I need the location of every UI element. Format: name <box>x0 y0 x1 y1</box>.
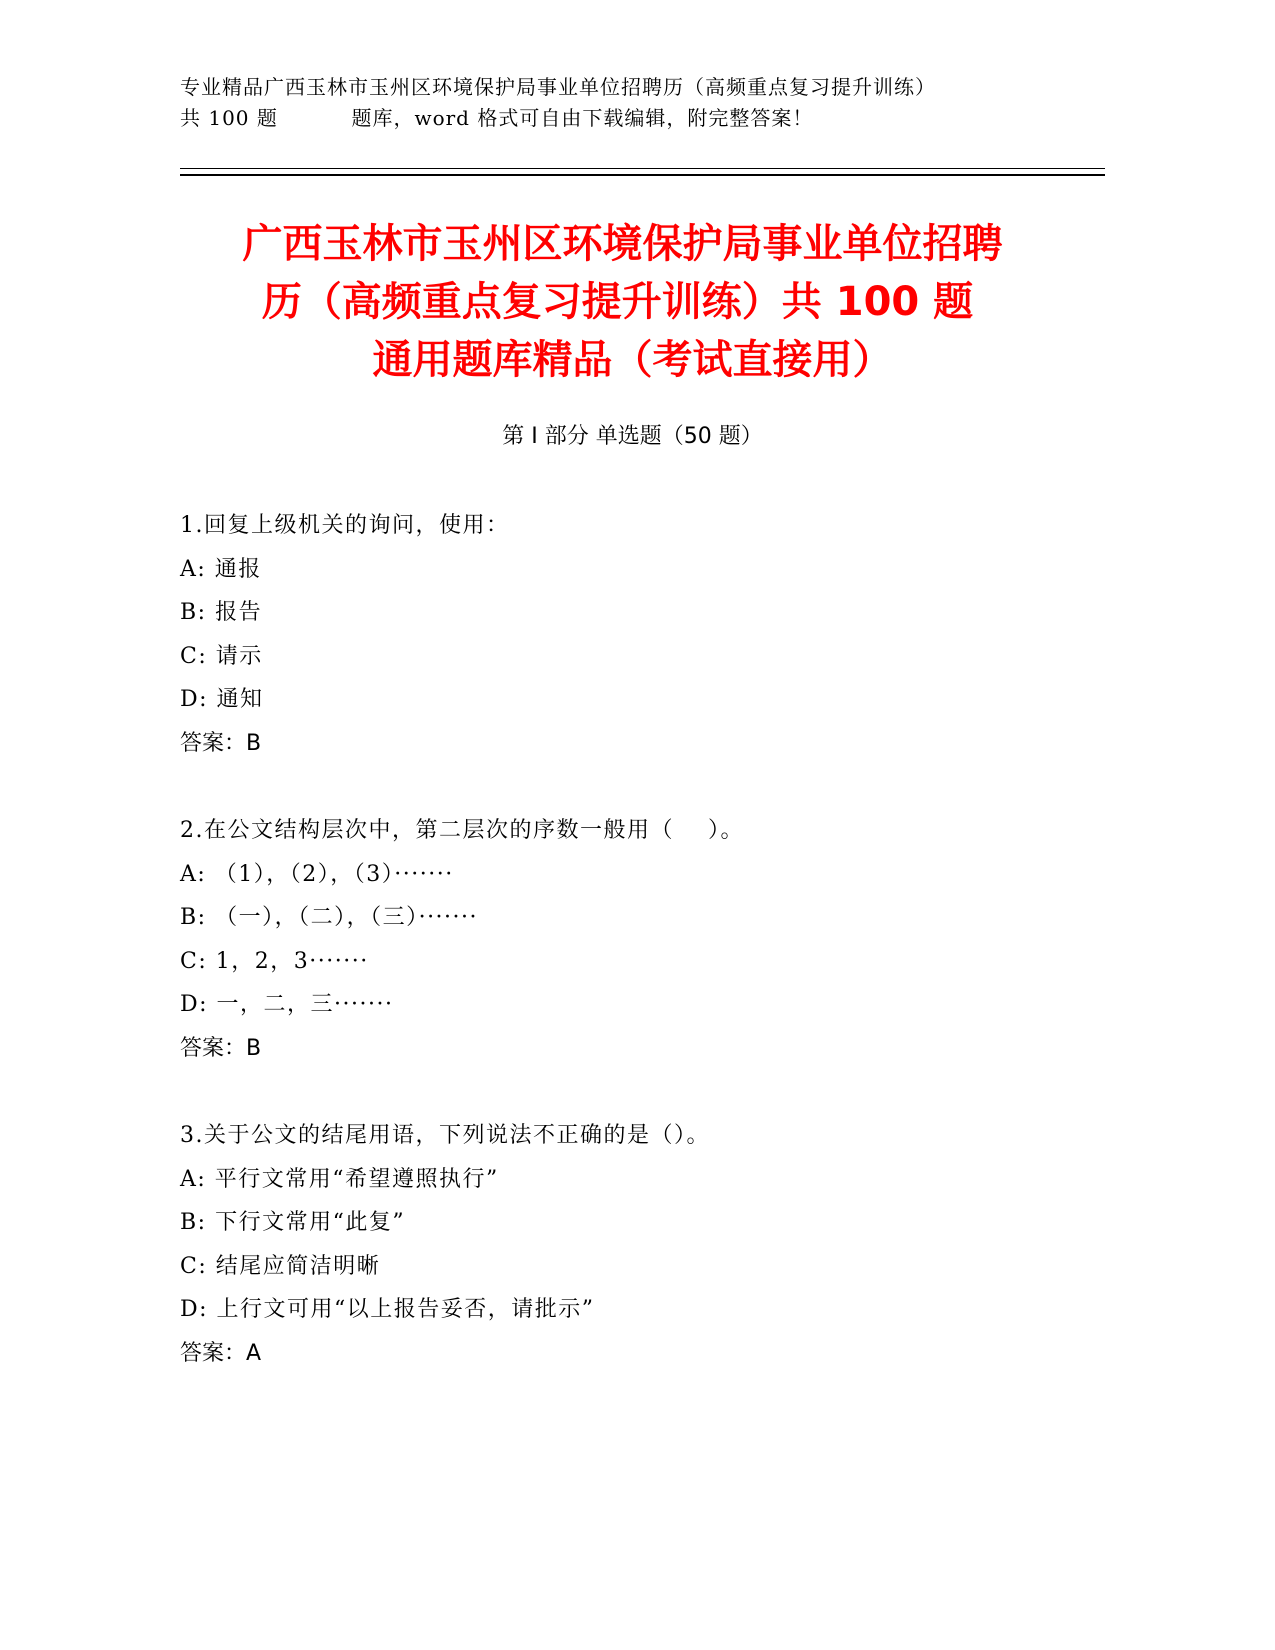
option-a: A: 平行文常用“希望遵照执行” <box>180 1166 499 1192</box>
header-divider-thick <box>180 174 1105 176</box>
header-divider-thin <box>180 168 1105 169</box>
title-line-3: 通用题库精品（考试直接用） <box>372 337 893 383</box>
option-c: C: 请示 <box>180 643 263 669</box>
question-text: 1.回复上级机关的询问，使用： <box>180 513 510 538</box>
option-d: D: 一，二，三······· <box>180 992 394 1017</box>
answer: 答案：B <box>180 730 262 756</box>
answer: 答案：A <box>180 1340 262 1366</box>
title-line-2: 历（高频重点复习提升训练）共 100 题 <box>261 279 974 325</box>
question-2 <box>180 809 1080 1070</box>
title-line-1: 广西玉林市玉州区环境保护局事业单位招聘 <box>242 221 1003 267</box>
option-b: B: 报告 <box>180 600 263 625</box>
section-heading-text: 第 I 部分 单选题（50 题） <box>502 424 763 449</box>
option-b: B: 下行文常用“此复” <box>180 1210 406 1235</box>
option-a: A: （1），（2），（3）······· <box>180 861 454 887</box>
option-a: A: 通报 <box>180 556 262 582</box>
question-1 <box>180 504 1080 765</box>
option-d: D: 通知 <box>180 687 264 712</box>
option-c: C: 结尾应简洁明晰 <box>180 1253 381 1279</box>
option-d: D: 上行文可用“以上报告妥否，请批示” <box>180 1297 595 1322</box>
header-line-2: 共 100 题 题库，word 格式可自由下载编辑，附完整答案！ <box>180 106 814 130</box>
option-c: C: 1，2，3······· <box>180 948 369 974</box>
document-title <box>0 215 1275 389</box>
question-text: 2.在公文结构层次中，第二层次的序数一般用（ ）。 <box>180 818 744 843</box>
question-3 <box>180 1114 1080 1375</box>
section-heading <box>0 421 1275 453</box>
answer: 答案：B <box>180 1035 262 1061</box>
header-line-1: 专业精品广西玉林市玉州区环境保护局事业单位招聘历（高频重点复习提升训练） <box>180 75 936 99</box>
question-text: 3.关于公文的结尾用语，下列说法不正确的是（）。 <box>180 1123 710 1148</box>
option-b: B: （一），（二），（三）······· <box>180 905 479 930</box>
document-header <box>180 72 1100 134</box>
